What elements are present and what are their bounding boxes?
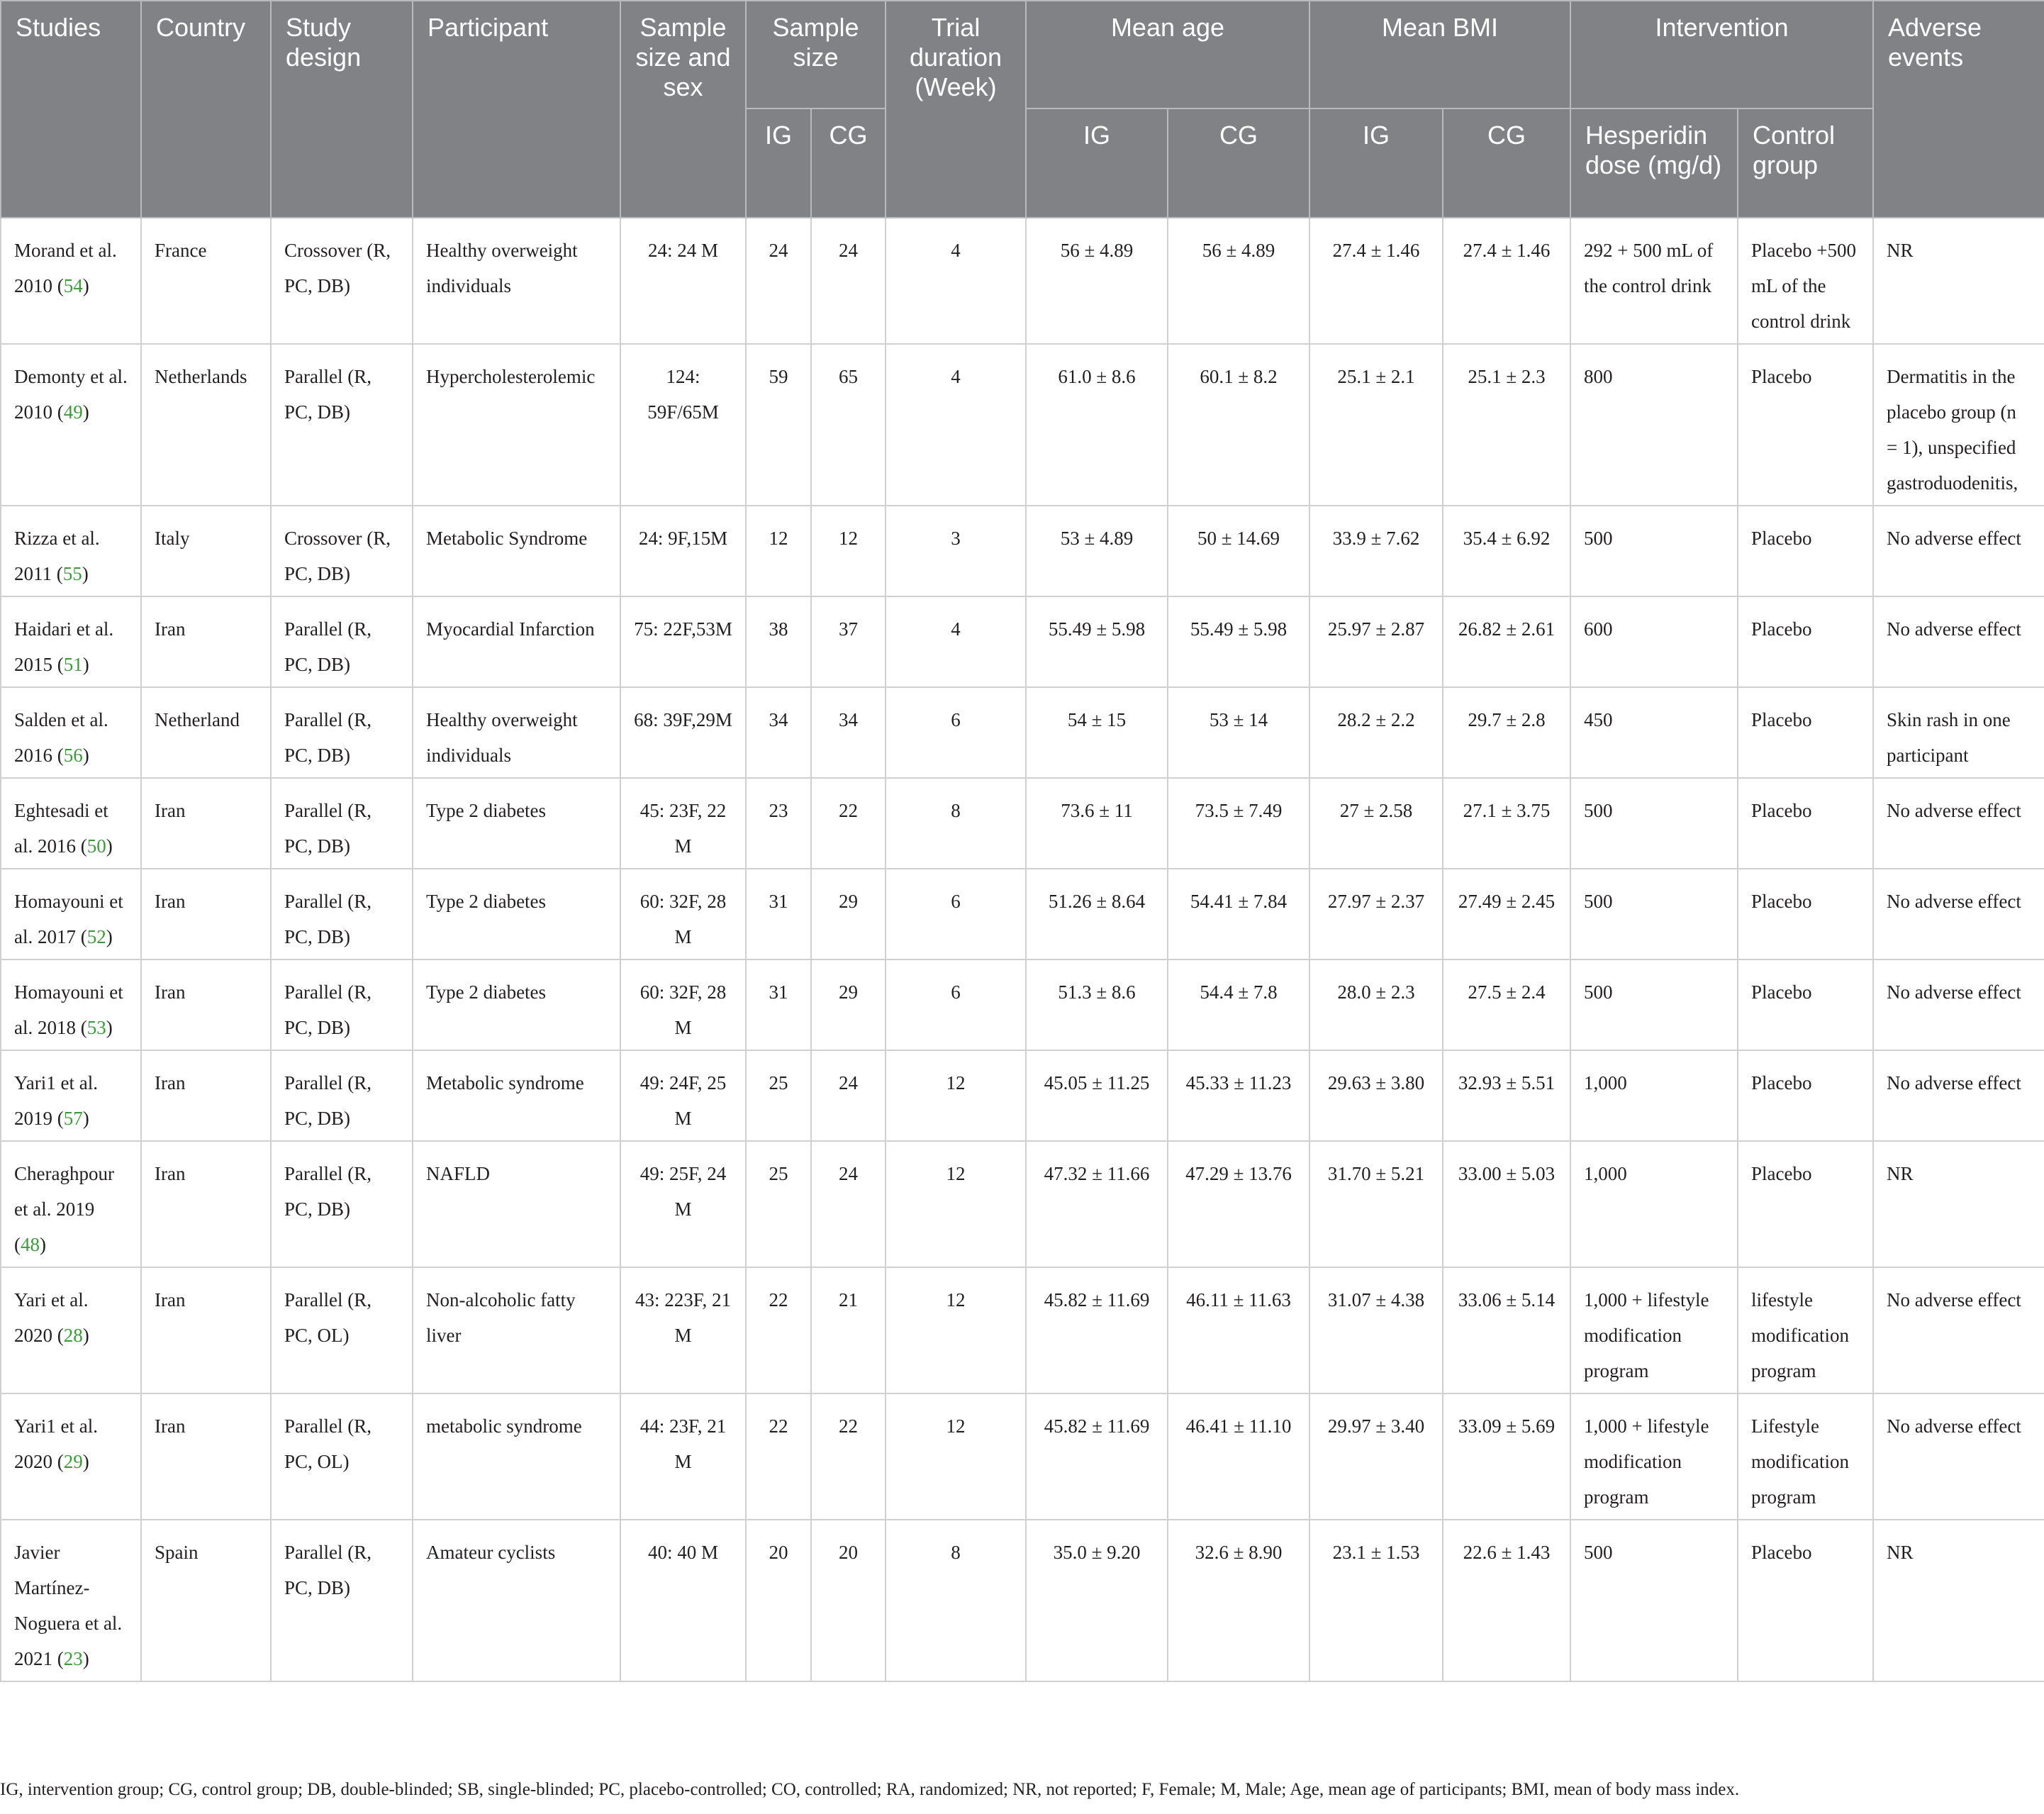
cell-country: Iran xyxy=(141,1050,271,1141)
cell-sample-sex: 60: 32F, 28 M xyxy=(620,869,746,959)
reference-link[interactable]: 53 xyxy=(86,1017,106,1038)
cell-participant: Myocardial Infarction xyxy=(413,596,620,687)
cell-bmi-cg: 26.82 ± 2.61 xyxy=(1443,596,1570,687)
header-mean-bmi: Mean BMI xyxy=(1309,1,1570,108)
cell-adverse: NR xyxy=(1873,1141,2044,1267)
cell-design: Parallel (R, PC, OL) xyxy=(271,1267,413,1393)
table-row xyxy=(1,778,2044,869)
cell-ig-n: 59 xyxy=(746,344,811,506)
table-row xyxy=(1,959,2044,1050)
header-adverse-events: Adverse events xyxy=(1873,1,2044,218)
cell-control: Placebo xyxy=(1738,506,1873,596)
cell-age-cg: 50 ± 14.69 xyxy=(1168,506,1309,596)
cell-control: Placebo xyxy=(1738,1141,1873,1267)
cell-bmi-cg: 35.4 ± 6.92 xyxy=(1443,506,1570,596)
table-row xyxy=(1,596,2044,687)
cell-ig-n: 25 xyxy=(746,1050,811,1141)
table-row xyxy=(1,506,2044,596)
cell-sample-sex: 49: 25F, 24 M xyxy=(620,1141,746,1267)
reference-link[interactable]: 28 xyxy=(63,1325,83,1346)
cell-dose: 500 xyxy=(1570,869,1738,959)
header-country: Country xyxy=(141,1,271,218)
table-row xyxy=(1,1520,2044,1681)
cell-duration: 12 xyxy=(886,1141,1026,1267)
cell-dose: 450 xyxy=(1570,687,1738,778)
reference-link[interactable]: 54 xyxy=(63,275,83,296)
cell-age-ig: 54 ± 15 xyxy=(1026,687,1168,778)
header-age-ig: IG xyxy=(1026,108,1168,218)
cell-participant: Non-alcoholic fatty liver xyxy=(413,1267,620,1393)
cell-design: Parallel (R, PC, DB) xyxy=(271,596,413,687)
study-name: Yari1 et al. 2020 xyxy=(14,1415,98,1472)
cell-age-ig: 56 ± 4.89 xyxy=(1026,218,1168,344)
study-name: Salden et al. 2016 xyxy=(14,709,108,766)
cell-design: Parallel (R, PC, DB) xyxy=(271,869,413,959)
cell-bmi-ig: 28.2 ± 2.2 xyxy=(1309,687,1443,778)
cell-country: Iran xyxy=(141,959,271,1050)
cell-participant: Healthy overweight individuals xyxy=(413,218,620,344)
cell-ig-n: 31 xyxy=(746,959,811,1050)
cell-cg-n: 24 xyxy=(811,1050,886,1141)
cell-dose: 500 xyxy=(1570,1520,1738,1681)
cell-cg-n: 24 xyxy=(811,218,886,344)
header-sample-ig: IG xyxy=(746,108,811,218)
cell-duration: 4 xyxy=(886,596,1026,687)
cell-control: lifestyle modification program xyxy=(1738,1267,1873,1393)
cell-sample-sex: 49: 24F, 25 M xyxy=(620,1050,746,1141)
cell-sample-sex: 45: 23F, 22 M xyxy=(620,778,746,869)
cell-duration: 6 xyxy=(886,687,1026,778)
cell-participant: Type 2 diabetes xyxy=(413,959,620,1050)
cell-dose: 1,000 xyxy=(1570,1141,1738,1267)
cell-dose: 500 xyxy=(1570,778,1738,869)
cell-duration: 4 xyxy=(886,218,1026,344)
cell-control: Placebo xyxy=(1738,687,1873,778)
header-intervention: Intervention xyxy=(1570,1,1873,108)
cell-age-cg: 60.1 ± 8.2 xyxy=(1168,344,1309,506)
cell-control: Placebo xyxy=(1738,1520,1873,1681)
table-header xyxy=(1,1,2044,218)
cell-sample-sex: 40: 40 M xyxy=(620,1520,746,1681)
cell-age-cg: 47.29 ± 13.76 xyxy=(1168,1141,1309,1267)
study-name: Rizza et al. 2011 xyxy=(14,528,100,584)
reference-link[interactable]: 52 xyxy=(86,926,106,947)
cell-country: Iran xyxy=(141,596,271,687)
cell-participant: Amateur cyclists xyxy=(413,1520,620,1681)
cell-age-ig: 51.26 ± 8.64 xyxy=(1026,869,1168,959)
cell-country: Netherland xyxy=(141,687,271,778)
cell-sample-sex: 43: 223F, 21 M xyxy=(620,1267,746,1393)
cell-duration: 6 xyxy=(886,869,1026,959)
reference-link[interactable]: 29 xyxy=(63,1451,83,1472)
cell-duration: 12 xyxy=(886,1050,1026,1141)
cell-adverse: No adverse effect xyxy=(1873,869,2044,959)
cell-study: Morand et al. 2010 (54) xyxy=(1,218,141,344)
header-control-group: Control group xyxy=(1738,108,1873,218)
cell-bmi-ig: 31.70 ± 5.21 xyxy=(1309,1141,1443,1267)
cell-participant: NAFLD xyxy=(413,1141,620,1267)
cell-participant: Metabolic Syndrome xyxy=(413,506,620,596)
cell-cg-n: 34 xyxy=(811,687,886,778)
cell-age-ig: 47.32 ± 11.66 xyxy=(1026,1141,1168,1267)
header-sample-cg: CG xyxy=(811,108,886,218)
cell-country: Netherlands xyxy=(141,344,271,506)
cell-ig-n: 25 xyxy=(746,1141,811,1267)
cell-bmi-cg: 27.49 ± 2.45 xyxy=(1443,869,1570,959)
study-name: Demonty et al. 2010 xyxy=(14,366,128,423)
study-name: Morand et al. 2010 xyxy=(14,240,117,296)
cell-design: Parallel (R, PC, DB) xyxy=(271,1520,413,1681)
cell-adverse: No adverse effect xyxy=(1873,1050,2044,1141)
header-hesperidin-dose: Hesperidin dose (mg/d) xyxy=(1570,108,1738,218)
cell-duration: 12 xyxy=(886,1267,1026,1393)
cell-country: Iran xyxy=(141,1141,271,1267)
cell-sample-sex: 75: 22F,53M xyxy=(620,596,746,687)
cell-sample-sex: 44: 23F, 21 M xyxy=(620,1393,746,1520)
cell-study: Eghtesadi et al. 2016 (50) xyxy=(1,778,141,869)
cell-age-ig: 55.49 ± 5.98 xyxy=(1026,596,1168,687)
cell-design: Parallel (R, PC, DB) xyxy=(271,344,413,506)
cell-study: Yari1 et al. 2019 (57) xyxy=(1,1050,141,1141)
cell-design: Parallel (R, PC, OL) xyxy=(271,1393,413,1520)
cell-ig-n: 22 xyxy=(746,1393,811,1520)
cell-age-ig: 45.05 ± 11.25 xyxy=(1026,1050,1168,1141)
cell-cg-n: 29 xyxy=(811,869,886,959)
cell-bmi-cg: 22.6 ± 1.43 xyxy=(1443,1520,1570,1681)
cell-sample-sex: 24: 9F,15M xyxy=(620,506,746,596)
cell-duration: 6 xyxy=(886,959,1026,1050)
cell-study: Homayouni et al. 2018 (53) xyxy=(1,959,141,1050)
reference-link[interactable]: 23 xyxy=(63,1648,83,1669)
cell-dose: 1,000 + lifestyle modification program xyxy=(1570,1393,1738,1520)
table-row xyxy=(1,344,2044,506)
cell-dose: 292 + 500 mL of the control drink xyxy=(1570,218,1738,344)
cell-age-cg: 45.33 ± 11.23 xyxy=(1168,1050,1309,1141)
cell-sample-sex: 60: 32F, 28 M xyxy=(620,959,746,1050)
header-participant: Participant xyxy=(413,1,620,218)
cell-cg-n: 21 xyxy=(811,1267,886,1393)
cell-adverse: No adverse effect xyxy=(1873,1267,2044,1393)
cell-bmi-ig: 31.07 ± 4.38 xyxy=(1309,1267,1443,1393)
cell-adverse: NR xyxy=(1873,218,2044,344)
cell-cg-n: 65 xyxy=(811,344,886,506)
cell-study: Cheraghpour et al. 2019 (48) xyxy=(1,1141,141,1267)
cell-bmi-cg: 27.4 ± 1.46 xyxy=(1443,218,1570,344)
cell-country: Spain xyxy=(141,1520,271,1681)
cell-study: Javier Martínez-Noguera et al. 2021 (23) xyxy=(1,1520,141,1681)
cell-participant: Metabolic syndrome xyxy=(413,1050,620,1141)
cell-ig-n: 31 xyxy=(746,869,811,959)
cell-cg-n: 22 xyxy=(811,1393,886,1520)
cell-ig-n: 34 xyxy=(746,687,811,778)
cell-age-cg: 32.6 ± 8.90 xyxy=(1168,1520,1309,1681)
cell-dose: 1,000 + lifestyle modification program xyxy=(1570,1267,1738,1393)
cell-ig-n: 12 xyxy=(746,506,811,596)
reference-link[interactable]: 48 xyxy=(21,1234,40,1255)
header-sample-size-sex: Sample size and sex xyxy=(620,1,746,218)
table-body xyxy=(1,218,2044,1681)
cell-sample-sex: 68: 39F,29M xyxy=(620,687,746,778)
cell-ig-n: 38 xyxy=(746,596,811,687)
cell-duration: 12 xyxy=(886,1393,1026,1520)
study-name: Haidari et al. 2015 xyxy=(14,618,114,675)
cell-bmi-cg: 29.7 ± 2.8 xyxy=(1443,687,1570,778)
cell-bmi-cg: 27.1 ± 3.75 xyxy=(1443,778,1570,869)
cell-design: Parallel (R, PC, DB) xyxy=(271,778,413,869)
reference-link[interactable]: 51 xyxy=(63,654,83,675)
study-name: Yari et al. 2020 xyxy=(14,1289,89,1346)
cell-study: Yari et al. 2020 (28) xyxy=(1,1267,141,1393)
cell-bmi-ig: 33.9 ± 7.62 xyxy=(1309,506,1443,596)
reference-link[interactable]: 50 xyxy=(86,835,106,857)
table-row xyxy=(1,869,2044,959)
cell-study: Rizza et al. 2011 (55) xyxy=(1,506,141,596)
cell-age-ig: 45.82 ± 11.69 xyxy=(1026,1393,1168,1520)
cell-bmi-ig: 25.1 ± 2.1 xyxy=(1309,344,1443,506)
cell-control: Placebo xyxy=(1738,1050,1873,1141)
cell-age-cg: 46.11 ± 11.63 xyxy=(1168,1267,1309,1393)
header-sample-size: Sample size xyxy=(746,1,886,108)
cell-country: Iran xyxy=(141,869,271,959)
cell-duration: 4 xyxy=(886,344,1026,506)
cell-adverse: Skin rash in one participant xyxy=(1873,687,2044,778)
cell-design: Crossover (R, PC, DB) xyxy=(271,506,413,596)
cell-study: Haidari et al. 2015 (51) xyxy=(1,596,141,687)
header-studies: Studies xyxy=(1,1,141,218)
cell-bmi-cg: 33.06 ± 5.14 xyxy=(1443,1267,1570,1393)
cell-ig-n: 22 xyxy=(746,1267,811,1393)
cell-age-cg: 54.4 ± 7.8 xyxy=(1168,959,1309,1050)
cell-design: Parallel (R, PC, DB) xyxy=(271,1141,413,1267)
header-bmi-ig: IG xyxy=(1309,108,1443,218)
cell-participant: Healthy overweight individuals xyxy=(413,687,620,778)
study-name: Javier Martínez-Noguera et al. 2021 xyxy=(14,1542,123,1669)
study-name: Homayouni et al. 2017 xyxy=(14,891,123,947)
cell-age-cg: 56 ± 4.89 xyxy=(1168,218,1309,344)
cell-control: Placebo xyxy=(1738,959,1873,1050)
cell-cg-n: 24 xyxy=(811,1141,886,1267)
reference-link[interactable]: 49 xyxy=(63,401,83,423)
cell-cg-n: 20 xyxy=(811,1520,886,1681)
table-row xyxy=(1,687,2044,778)
cell-duration: 8 xyxy=(886,778,1026,869)
cell-cg-n: 29 xyxy=(811,959,886,1050)
cell-control: Placebo +500 mL of the control drink xyxy=(1738,218,1873,344)
reference-link[interactable]: 57 xyxy=(63,1108,83,1129)
table-footnote: IG, intervention group; CG, control group; DB, double-blinded; SB, single-blinded; PC, placebo-controlled; CO, controlled; RA, randomized; NR, not reported; F, Female; M, Male; Age, mean age of participants; BMI, mean of body mass index. xyxy=(0,1780,1740,1799)
cell-participant: Type 2 diabetes xyxy=(413,869,620,959)
cell-bmi-ig: 27 ± 2.58 xyxy=(1309,778,1443,869)
cell-adverse: NR xyxy=(1873,1520,2044,1681)
cell-study: Yari1 et al. 2020 (29) xyxy=(1,1393,141,1520)
cell-study: Homayouni et al. 2017 (52) xyxy=(1,869,141,959)
header-bmi-cg: CG xyxy=(1443,108,1570,218)
cell-design: Parallel (R, PC, DB) xyxy=(271,687,413,778)
cell-dose: 500 xyxy=(1570,506,1738,596)
cell-country: Iran xyxy=(141,1393,271,1520)
cell-ig-n: 24 xyxy=(746,218,811,344)
cell-dose: 500 xyxy=(1570,959,1738,1050)
cell-age-ig: 45.82 ± 11.69 xyxy=(1026,1267,1168,1393)
cell-country: France xyxy=(141,218,271,344)
cell-age-cg: 53 ± 14 xyxy=(1168,687,1309,778)
cell-participant: metabolic syndrome xyxy=(413,1393,620,1520)
study-name: Homayouni et al. 2018 xyxy=(14,981,123,1038)
cell-duration: 3 xyxy=(886,506,1026,596)
cell-country: Iran xyxy=(141,778,271,869)
header-trial-duration: Trial duration (Week) xyxy=(886,1,1026,218)
cell-bmi-cg: 32.93 ± 5.51 xyxy=(1443,1050,1570,1141)
study-name: Eghtesadi et al. 2016 xyxy=(14,800,108,857)
table-row xyxy=(1,218,2044,344)
cell-dose: 800 xyxy=(1570,344,1738,506)
cell-bmi-ig: 23.1 ± 1.53 xyxy=(1309,1520,1443,1681)
table-row xyxy=(1,1141,2044,1267)
cell-adverse: No adverse effect xyxy=(1873,1393,2044,1520)
cell-adverse: Dermatitis in the placebo group (n = 1), unspecified gastroduodenitis, xyxy=(1873,344,2044,506)
cell-participant: Type 2 diabetes xyxy=(413,778,620,869)
cell-adverse: No adverse effect xyxy=(1873,506,2044,596)
cell-country: Iran xyxy=(141,1267,271,1393)
cell-control: Placebo xyxy=(1738,869,1873,959)
cell-control: Placebo xyxy=(1738,778,1873,869)
cell-age-cg: 54.41 ± 7.84 xyxy=(1168,869,1309,959)
cell-bmi-ig: 27.4 ± 1.46 xyxy=(1309,218,1443,344)
cell-adverse: No adverse effect xyxy=(1873,778,2044,869)
cell-control: Lifestyle modification program xyxy=(1738,1393,1873,1520)
cell-bmi-ig: 29.97 ± 3.40 xyxy=(1309,1393,1443,1520)
cell-age-ig: 53 ± 4.89 xyxy=(1026,506,1168,596)
cell-adverse: No adverse effect xyxy=(1873,959,2044,1050)
cell-design: Crossover (R, PC, DB) xyxy=(271,218,413,344)
cell-age-ig: 51.3 ± 8.6 xyxy=(1026,959,1168,1050)
cell-age-ig: 35.0 ± 9.20 xyxy=(1026,1520,1168,1681)
reference-link[interactable]: 55 xyxy=(62,563,82,584)
cell-country: Italy xyxy=(141,506,271,596)
cell-duration: 8 xyxy=(886,1520,1026,1681)
cell-age-cg: 55.49 ± 5.98 xyxy=(1168,596,1309,687)
cell-age-ig: 73.6 ± 11 xyxy=(1026,778,1168,869)
table-row xyxy=(1,1393,2044,1520)
cell-adverse: No adverse effect xyxy=(1873,596,2044,687)
cell-age-cg: 46.41 ± 11.10 xyxy=(1168,1393,1309,1520)
cell-bmi-cg: 33.09 ± 5.69 xyxy=(1443,1393,1570,1520)
cell-study: Demonty et al. 2010 (49) xyxy=(1,344,141,506)
cell-bmi-ig: 25.97 ± 2.87 xyxy=(1309,596,1443,687)
cell-sample-sex: 124: 59F/65M xyxy=(620,344,746,506)
cell-bmi-cg: 27.5 ± 2.4 xyxy=(1443,959,1570,1050)
reference-link[interactable]: 56 xyxy=(63,745,83,766)
cell-bmi-ig: 27.97 ± 2.37 xyxy=(1309,869,1443,959)
cell-cg-n: 37 xyxy=(811,596,886,687)
cell-age-cg: 73.5 ± 7.49 xyxy=(1168,778,1309,869)
header-age-cg: CG xyxy=(1168,108,1309,218)
table-row xyxy=(1,1267,2044,1393)
cell-cg-n: 12 xyxy=(811,506,886,596)
cell-study: Salden et al. 2016 (56) xyxy=(1,687,141,778)
cell-sample-sex: 24: 24 M xyxy=(620,218,746,344)
cell-control: Placebo xyxy=(1738,596,1873,687)
cell-bmi-ig: 28.0 ± 2.3 xyxy=(1309,959,1443,1050)
header-mean-age: Mean age xyxy=(1026,1,1309,108)
cell-bmi-cg: 33.00 ± 5.03 xyxy=(1443,1141,1570,1267)
study-name: Cheraghpour et al. 2019 xyxy=(14,1163,114,1220)
cell-bmi-ig: 29.63 ± 3.80 xyxy=(1309,1050,1443,1141)
cell-design: Parallel (R, PC, DB) xyxy=(271,1050,413,1141)
cell-design: Parallel (R, PC, DB) xyxy=(271,959,413,1050)
cell-control: Placebo xyxy=(1738,344,1873,506)
cell-dose: 600 xyxy=(1570,596,1738,687)
cell-participant: Hypercholesterolemic xyxy=(413,344,620,506)
table-row xyxy=(1,1050,2044,1141)
cell-cg-n: 22 xyxy=(811,778,886,869)
header-study-design: Study design xyxy=(271,1,413,218)
cell-age-ig: 61.0 ± 8.6 xyxy=(1026,344,1168,506)
cell-dose: 1,000 xyxy=(1570,1050,1738,1141)
cell-bmi-cg: 25.1 ± 2.3 xyxy=(1443,344,1570,506)
study-name: Yari1 et al. 2019 xyxy=(14,1072,98,1129)
cell-ig-n: 23 xyxy=(746,778,811,869)
cell-ig-n: 20 xyxy=(746,1520,811,1681)
